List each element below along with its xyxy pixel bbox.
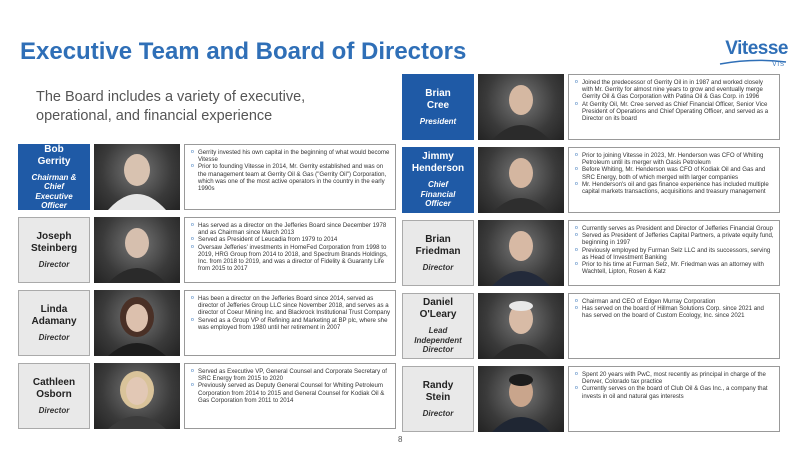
name-box <box>402 147 474 213</box>
name-box <box>402 220 474 286</box>
vitesse-logo <box>708 38 788 68</box>
headshot-photo <box>94 290 180 356</box>
person-name: Joseph Steinberg <box>30 230 78 254</box>
page-subtitle: The Board includes a variety of executive, operational, and financial experience <box>36 89 306 124</box>
bio-item: o Served as Executive VP, General Counsel and Corporate Secretary of SRC Energy from 2015 to 2020 <box>198 368 391 382</box>
name-box <box>402 293 474 359</box>
bio-item: o Prior to founding Vitesse in 2014, Mr. Gerrity established and was on the management team at Gerrity Oil & Gas ("Gerrity Oil") Corporation, which was one of the most active operators in the country in the early 1990s <box>198 163 391 192</box>
bio-item: o Before Whiting, Mr. Henderson was CFO of Kodiak Oil and Gas and SRC Energy, both of which merged with larger companies <box>582 166 775 180</box>
person-role: Director <box>422 262 454 272</box>
person-name: Brian Friedman <box>415 233 461 257</box>
name-box <box>18 363 90 429</box>
name-box <box>402 74 474 140</box>
person-bio <box>184 363 396 429</box>
bio-item: o Gerrity invested his own capital in the beginning of what would become Vitesse <box>198 149 391 163</box>
person-name: Jimmy Henderson <box>411 151 465 175</box>
bio-item: o Served as President of Jefferies Capital Partners, a private equity fund, beginning in 1997 <box>582 232 775 246</box>
bio-item: o Prior to his time at Furman Selz, Mr. Friedman was an attorney with Wachtell, Lipton, Rosen & Katz <box>582 261 775 275</box>
bio-item: o Joined the predecessor of Gerrity Oil in in 1987 and worked closely with Mr. Gerrity for almost nine years to grow and eventually merge Gerrity Oil & Gas Corporation with Patina Oil & Gas Corp. in 1996 <box>582 79 775 101</box>
person-name: Linda Adamany <box>31 303 77 327</box>
person-role: President <box>419 116 457 126</box>
headshot-photo <box>478 220 564 286</box>
person-role: Director <box>38 332 70 342</box>
person-name: Bob Gerrity <box>37 143 71 167</box>
person-role: Director <box>38 259 70 269</box>
bio-item: o Currently serves on the board of Club Oil & Gas Inc., a company that invests in oil and natural gas interests <box>582 385 775 399</box>
person-role: Director <box>38 405 70 415</box>
person-bio <box>568 366 780 432</box>
bio-item: o Spent 20 years with PwC, most recently as principal in charge of the Denver, Colorado tax practice <box>582 371 775 385</box>
headshot-photo <box>478 293 564 359</box>
bio-item: o At Gerrity Oil, Mr. Cree served as Chief Financial Officer, Senior Vice President of Operations and Chief Operating Officer, and served as a Director on its board <box>582 101 775 123</box>
person-role: Chief Financial Officer <box>420 180 456 209</box>
headshot-photo <box>94 217 180 283</box>
logo-sub: VTS <box>772 62 784 68</box>
headshot-photo <box>478 74 564 140</box>
logo-name: Vitesse <box>725 38 788 59</box>
bio-item: o Mr. Henderson's oil and gas finance experience has included multiple capital markets transactions, acquisitions and treasury management <box>582 181 775 195</box>
bio-item: o Has served as a director on the Jefferies Board since December 1978 and as Chairman since March 2013 <box>198 222 391 236</box>
name-box <box>402 366 474 432</box>
person-role: Chairman & Chief Executive Officer <box>31 172 77 210</box>
person-name: Cathleen Osborn <box>32 376 76 400</box>
bio-item: o Oversaw Jefferies' investments in HomeFed Corporation from 1998 to 2019, HRG Group from 2014 to 2018, and Spectrum Brands Holdings, Inc. from 2018 to 2019, and was a director of Fidelity & Guaranty Life from 2015 to 2017 <box>198 244 391 273</box>
bio-item: o Previously served as Deputy General Counsel for Whiting Petroleum Corporation from 2014 to 2015 and General Counsel for Kodiak Oil & Gas Corporation from 2011 to 2014 <box>198 382 391 404</box>
person-name: Brian Cree <box>425 87 451 111</box>
name-box <box>18 290 90 356</box>
page-title: Executive Team and Board of Directors <box>20 38 467 65</box>
person-bio <box>184 290 396 356</box>
person-bio <box>568 293 780 359</box>
name-box <box>18 217 90 283</box>
person-bio <box>568 220 780 286</box>
bio-item: o Has been a director on the Jefferies Board since 2014, served as director of Jefferies Group LLC since November 2018, and serves as a director of Coeur Mining Inc. and Blackrock Institutional Trust Company <box>198 295 391 317</box>
headshot-photo <box>478 147 564 213</box>
bio-item: o Has served on the board of Hillman Solutions Corp. since 2021 and has served on the board of Custom Ecology, Inc. since 2021 <box>582 305 775 319</box>
person-name: Daniel O'Leary <box>419 297 457 321</box>
person-bio <box>184 217 396 283</box>
bio-item: o Previously employed by Furman Selz LLC and its successors, serving as Head of Investment Banking <box>582 247 775 261</box>
person-bio <box>184 144 396 210</box>
headshot-photo <box>478 366 564 432</box>
person-bio <box>568 147 780 213</box>
person-role: Director <box>422 408 454 418</box>
headshot-photo <box>94 363 180 429</box>
bio-item: o Prior to joining Vitesse in 2023, Mr. Henderson was CFO of Whiting Petroleum until its merger with Oasis Petroleum <box>582 152 775 166</box>
bio-item: o Served as President of Leucadia from 1979 to 2014 <box>198 236 391 243</box>
headshot-photo <box>94 144 180 210</box>
bio-item: o Chairman and CEO of Edgen Murray Corporation <box>582 298 775 305</box>
person-name: Randy Stein <box>422 379 454 403</box>
person-role: Lead Independent Director <box>414 326 462 355</box>
page-number: 8 <box>398 435 403 444</box>
bio-item: o Served as a Group VP of Refining and Marketing at BP plc, where she was employed from 1980 until her retirement in 2007 <box>198 317 391 331</box>
person-bio <box>568 74 780 140</box>
name-box <box>18 144 90 210</box>
bio-item: o Currently serves as President and Director of Jefferies Financial Group <box>582 225 775 232</box>
